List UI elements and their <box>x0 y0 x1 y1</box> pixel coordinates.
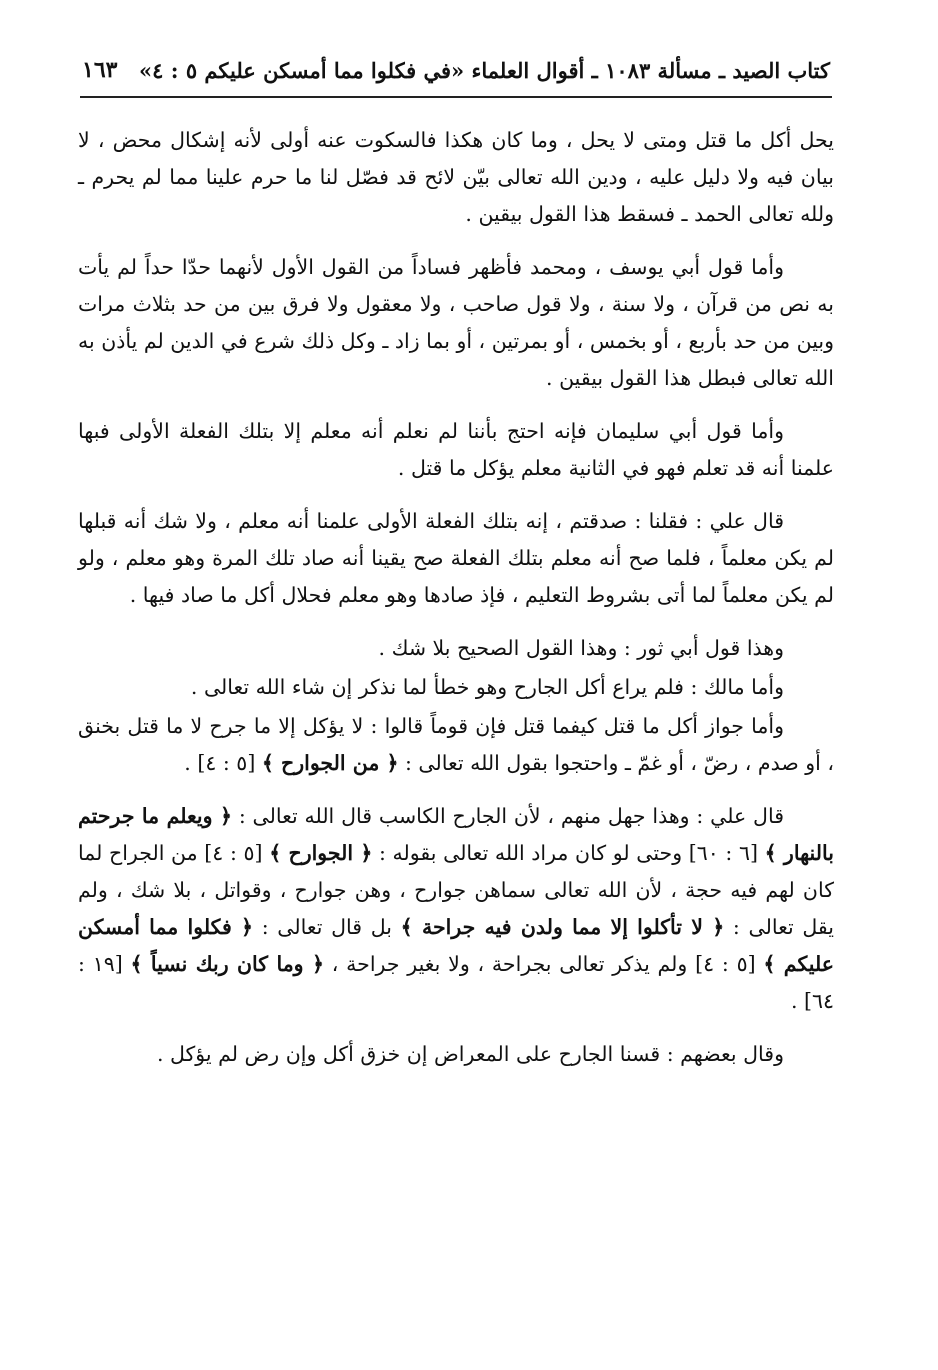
verse-reference: [٦ : ٦٠] <box>688 841 758 865</box>
quran-quote: ﴿ وما كان ربك نسياً ﴾ <box>130 952 324 976</box>
paragraph-text: وأما جواز أكل ما قتل كيفما قتل فإن قوماً قالوا : لا يؤكل إلا ما جرح لا ما قتل بخنق ، أو صدم ، رضّ ، أو غمّ ـ واحتجوا بقول الله تعالى : <box>78 714 834 775</box>
paragraph: وهذا قول أبي ثور : وهذا القول الصحيح بلا شك . <box>378 636 784 660</box>
header-divider <box>80 96 832 98</box>
quran-quote: ﴿ من الجوارح ﴾ <box>261 751 399 775</box>
paragraph-text: بل قال تعالى : <box>261 915 392 939</box>
page-header <box>82 52 830 88</box>
paragraph-text: ولم يذكر تعالى بجراحة ، ولا بغير جراحة ، <box>331 952 688 976</box>
verse-reference: [١٩ : ٦٤] . <box>78 952 834 1013</box>
verse-reference: [٥ : ٤] <box>695 952 756 976</box>
page-body <box>78 122 834 1089</box>
paragraph-text: من الجراح لما كان لهم فيه حجة ، لأن الله تعالى سماهن جوارح ، وهن جوارح ، وقواتل ، بلا شك ، ولم يقل تعالى : <box>78 841 834 939</box>
paragraph: وقال بعضهم : قسنا الجارح على المعراض إن خزق أكل وإن رض لم يؤكل . <box>156 1042 784 1066</box>
paragraph: قال علي : فقلنا : صدقتم ، إنه بتلك الفعلة الأولى علمنا أنه معلم ، ولا شك أنه قبلها لم يكن معلماً ، فلما صح أنه معلم بتلك الفعلة صح يقينا أنه صاد تلك المرة وهو معلم ، ولو لم يكن معلماً لما أتى بشروط التعليم ، فإذ صادها وهو معلم فحلال أكل ما صاد فيها . <box>78 509 834 607</box>
paragraph: وأما مالك : فلم يراع أكل الجارح وهو خطأ لما نذكر إن شاء الله تعالى . <box>190 675 784 699</box>
paragraph: وأما قول أبي سليمان فإنه احتج بأننا لم نعلم أنه معلم إلا بتلك الفعلة الأولى فبها علمنا أنه قد تعلم فهو في الثانية معلم يؤكل ما قتل . <box>78 419 834 480</box>
running-head: كتاب الصيد ـ مسألة ١٠٨٣ ـ أقوال العلماء «في فكلوا مما أمسكن عليكم ٥ : ٤» <box>139 57 830 83</box>
page-number: ١٦٣ <box>82 57 118 83</box>
quran-quote: ﴿ فكلوا مما أمسكن عليكم ﴾ <box>78 915 834 976</box>
verse-reference: [٥ : ٤] . <box>184 751 256 775</box>
paragraph: يحل أكل ما قتل ومتى لا يحل ، وما كان هكذا فالسكوت عنه أولى لأنه إشكال محض ، لا بيان فيه ولا دليل عليه ، ودين الله تعالى بيّن لائح قد فصّل لنا ما حرم علينا مما لم يحرم ـ ولله تعالى الحمد ـ فسقط هذا القول بيقين . <box>78 128 834 226</box>
paragraph-text: وحتى لو كان مراد الله تعالى بقوله : <box>379 841 683 865</box>
verse-reference: [٥ : ٤] <box>204 841 263 865</box>
paragraph-text: قال علي : وهذا جهل منهم ، لأن الجارح الكاسب قال الله تعالى : <box>238 804 784 828</box>
paragraph <box>78 798 834 1020</box>
quran-quote: ﴿ ويعلم ما جرحتم بالنهار ﴾ <box>78 804 834 865</box>
paragraph <box>78 708 834 782</box>
quran-quote: ﴿ لا تأكلوا إلا مما ولدن فيه جراحة ﴾ <box>400 915 725 939</box>
paragraph: وأما قول أبي يوسف ، ومحمد فأظهر فساداً من القول الأول لأنهما حدّا حداً لم يأت به نص من قرآن ، ولا سنة ، ولا قول صاحب ، ولا معقول ولا فرق بين من حد بثلاث مرات وبين من حد بأربع ، أو بخمس ، أو بمرتين ، أو بما زاد ـ وكل ذلك شرع في الدين لم يأذن به الله تعالى فبطل هذا القول بيقين . <box>78 255 834 390</box>
quran-quote: ﴿ الجوارح ﴾ <box>269 841 373 865</box>
